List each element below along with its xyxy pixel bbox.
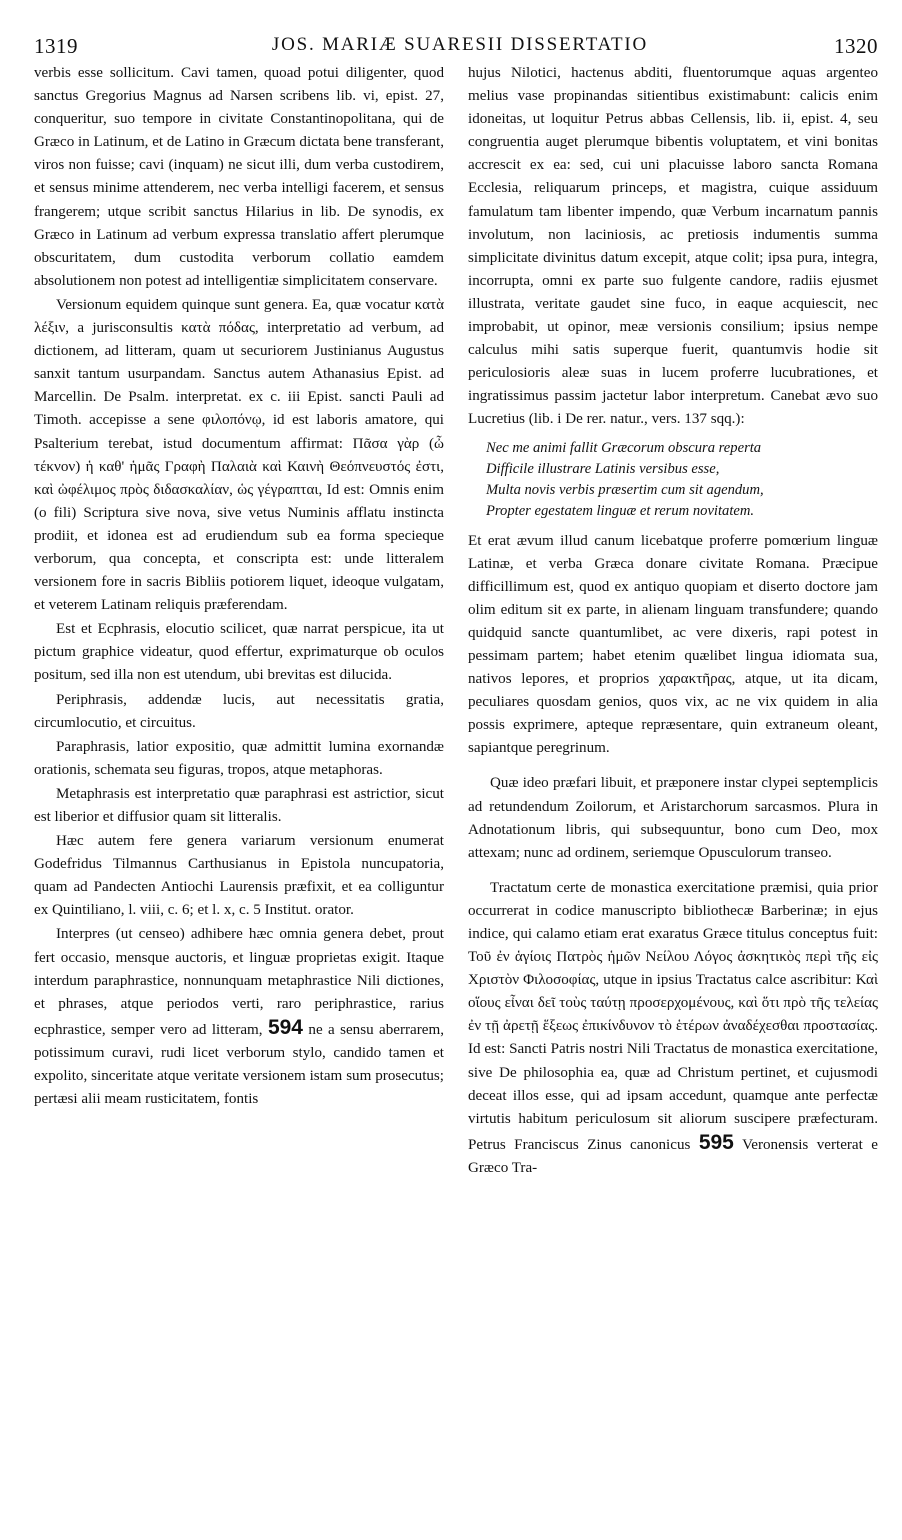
paragraph-text: Veronensis verterat e Græco Tra- [468,1136,878,1176]
paragraph: Paraphrasis, latior expositio, quæ admittit lumina exornandæ orationis, schemata seu figuras, tropos, atque metaphoras. [34,738,444,778]
page-number-left: 1319 [34,34,78,58]
paragraph-text: Tractatum certe de monastica exercitatione præmisi, quia prior occurrerat in codice manuscripto bibliothecæ Barberinæ; in ejus indice, qui calamo etiam erat exaratus Græce titulus conceptus fuit: Τοῦ ἐν ἁγίοις Πατρὸς ἡμῶν Νείλου Λόγος ἀσκητικὸς περὶ τῆς εἰς Χριστὸν Φιλοσοφίας, utque in ipsius Tractatus calce ascribitur: Καὶ οἵους εἶναι δεῖ τοὺς ταύτῃ προσερχομένους, καὶ ὅτι πρὸ τῆς τελείας ἐν τῇ ἀρετῇ ἕξεως ἐπικίνδυνον τὸ ἑτέρων ἀναδέχεσθαι προστασίας. Id est: Sancti Patris nostri Nili Tractatus de monastica exercitatione, sive De philosophia ea, quæ ad Christum pertinet, et cujusmodi deceat illos esse, qui ad ipsam accedunt, quamque ante perfectæ virtutis habitum periculosum sit aliorum suscipere præfecturam. Petrus Franciscus Zinus canonicus [468,879,878,1153]
paragraph [468,877,878,1180]
running-title: JOS. MARIÆ SUARESII DISSERTATIO [271,34,649,55]
margin-number: 594 [267,1015,303,1039]
margin-number: 595 [698,1130,734,1154]
paragraph: Periphrasis, addendæ lucis, aut necessitatis gratia, circumlocutio, et circuitus. [34,691,444,731]
right-column [468,62,878,1180]
verse-line: Multa novis verbis præsertim cum sit agendum, [486,481,764,498]
verse-line: Propter egestatem linguæ et rerum novitatem. [486,502,755,519]
paragraph: hujus Nilotici, hactenus abditi, fluentorumque aquas argenteo melius vase propinandas sitientibus existimabunt: calicis enim idoneitas, ut loquitur Petrus abbas Cellensis, lib. ii, epist. 4, seu congruentia auget plerumque bibentis voluptatem, et vini bonitas accrescit ex ea: sed, cui uni placuisse laboro sancta Romana Ecclesia, reliquarum princeps, et magistra, cuique assiduum famulatum tam libenter impendo, quæ Verbum incarnatum pannis involutum, non laciniosis, ac pretiosis indumentis summa simplicitate divinitus datum excepit, atque colit; ipsa pura, integra, incorrupta, omni ex parte suo fulgente candore, radiis ejusmet illustrata, veritate gaudet sine fuco, in eaque acquiescit, nec improbabit, ut opinor, meæ versionis consilium; ipsius nempe calculus mihi satis superque fuerit, quantumvis hodie sit periculosioris aleæ suas in lucem proferre lucubrationes, et ingratissimus passim jactetur labor interpretum. Canebat ævo suo Lucretius (lib. i De rer. natur., vers. 137 sqq.): [468,65,878,428]
paragraph: Metaphrasis est interpretatio quæ paraphrasi est astrictior, sicut est liberior et diffusior quam sit litteralis. [34,785,444,825]
verse-quotation [486,438,878,522]
paragraph [34,923,444,1111]
page-number-right: 1320 [834,34,878,58]
left-column [34,62,444,1111]
paragraph: Est et Ecphrasis, elocutio scilicet, quæ narrat perspicue, ita ut pictum graphice videatur, quod effertur, exprimaturque ob oculos positum, sed illa non est utendum, ubi brevitas est dilucida. [34,621,444,684]
paragraph: Versionum equidem quinque sunt genera. Ea, quæ vocatur κατὰ λέξιν, a jurisconsultis κατὰ πόδας, interpretatio ad verbum, ad dictionem, ad litteram, quam ut securiorem Justinianus Augustus sanxit tantum usurpandam. Sanctus autem Athanasius Epist. ad Marcellin. De Psalm. interpretat. ex c. iii Epist. sancti Pauli ad Timoth. accepisse a sene φιλοπόνῳ, id est laboris amatore, qui Psalterium terebat, istud documentum affirmat: Πᾶσα γὰρ (ὦ τέκνον) ἡ καθ' ἡμᾶς Γραφὴ Παλαιὰ καὶ Καινὴ Θεόπνευστός ἐστι, καὶ ὠφέλιμος πρὸς διδασκαλίαν, ὡς γέγραπται, Id est: Omnis enim (o fili) Scriptura sive nova, sive vetus Numinis afflatu instincta prodiit, et idonea est ad erudiendum sub ea forma specieque verborum, qua concepta, et conscripta est: unde litteralem versionem fore in sacris Bibliis potiorem liquet, ideoque vulgatam, et veterem Latinam reliquis præferendam. [34,296,444,614]
verse-line: Difficile illustrare Latinis versibus esse, [486,460,720,477]
paragraph: Quæ ideo præfari libuit, et præponere instar clypei septemplicis ad retundendum Zoilorum, et Aristarchorum sarcasmos. Plura in Adnotationum libris, qui subsequuntur, bono cum Deo, mox attexam; nunc ad ordinem, seriemque Opusculorum transeo. [468,775,878,861]
paragraph: Et erat ævum illud canum licebatque proferre pomœrium linguæ Latinæ, et verba Græca donare civitate Romana. Præcipue difficillimum est, quod ex antiquo quopiam et diserto doctore jam olim editum sit ex parte, in alienam linguam transfundere; quando quidquid sancte quantumlibet, ac vere dixeris, rapi potest in pessimam partem; habet etenim quælibet lingua idiomata sua, nativos lepores, et proprios χαρακτῆρας, atque, ut ita dicam, peculiares quosdam genios, quos vix, ac ne vix quidem in alia possis exprimere, apteque repræsentare, quin extraneum oleant, sapiantque peregrinum. [468,532,878,757]
paragraph: verbis esse sollicitum. Cavi tamen, quoad potui diligenter, quod sanctus Gregorius Magnus ad Narsen scribens lib. vi, epist. 27, conqueritur, suo tempore in civitate Constantinopolitana, qui de Græco in Latinum, et de Latino in Græcum dictata bene transferant, viros non fuisse; cavi (inquam) ne sicut illi, dum verba custodirem, et sensus minime attenderem, nec verba intelligi facerem, et sensus frangerem; utque scribit sanctus Hilarius in lib. De synodis, ex Græco in Latinum ad verbum expressa translatio affert plerumque obscuritatem, dum custodita verborum collatio eamdem absolutionem non potest ad intelligentiæ simplicitatem conservare. [34,65,444,289]
verse-line: Nec me animi fallit Græcorum obscura reperta [486,439,762,456]
paragraph-text: Interpres (ut censeo) adhibere hæc omnia genera debet, prout fert occasio, mensque auctoris, et linguæ proprietas exigit. Itaque interdum paraphrastice, nonnunquam metaphrastice Nili dictiones, et phrases, atque periodos verti, raro periphrastice, rarius ecphrastice, semper vero ad litteram, [34,926,444,1038]
paragraph: Hæc autem fere genera variarum versionum enumerat Godefridus Tilmannus Carthusianus in Epistola nuncupatoria, quam ad Pandecten Antiochi Laurensis præfixit, et ea colliguntur ex Quintiliano, l. viii, c. 6; et l. x, c. 5 Institut. orator. [34,833,444,919]
paragraph-text: ne a sensu aberrarem, potissimum curavi, rudi licet verborum stylo, candido tamen et expolito, sinceritate atque veritate versionem istam sum prosecutus; pertæsi alii meam rusticitatem, fontis [34,1021,444,1108]
page-header [0,28,902,58]
